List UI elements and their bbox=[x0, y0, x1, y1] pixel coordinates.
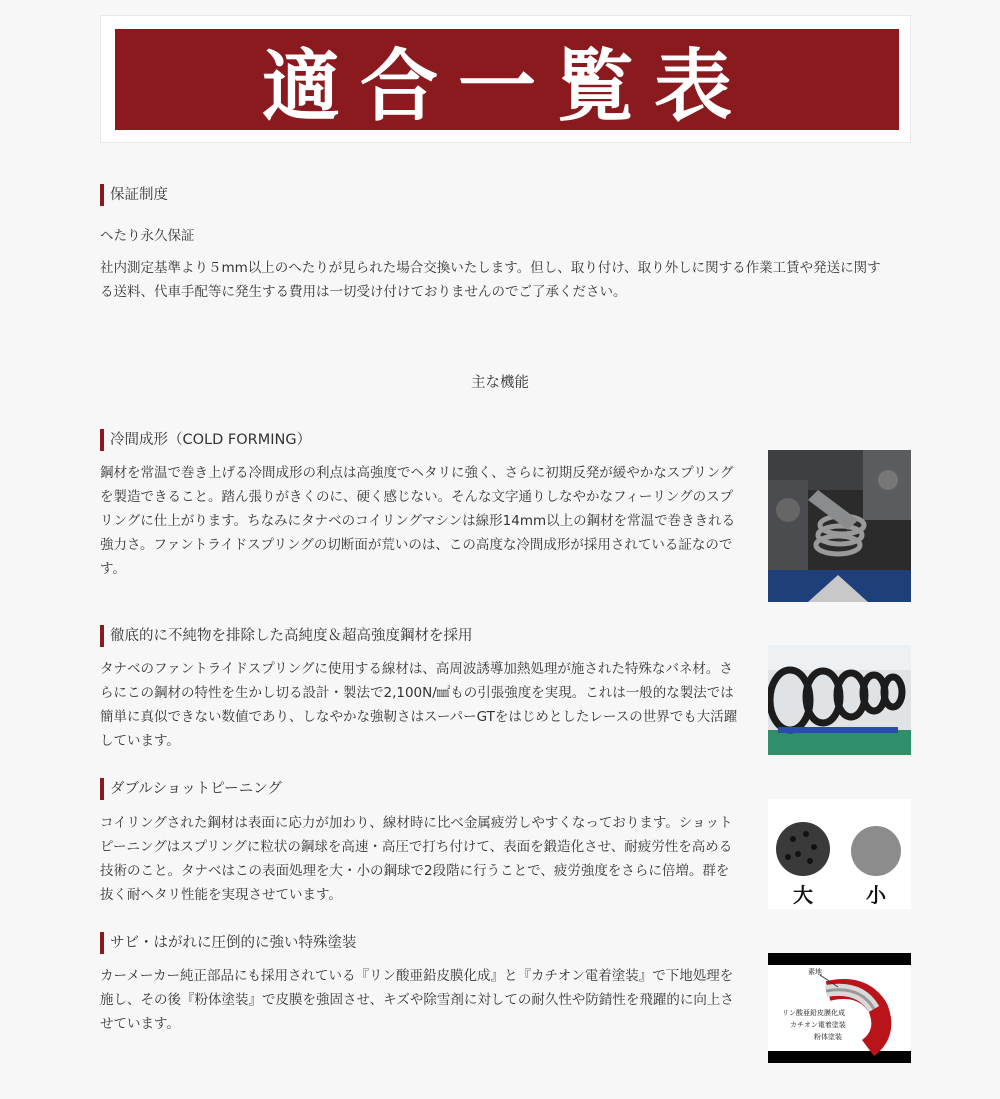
text-line: タナベのファントライドスプリングに使用する線材は、高周波誘導加熱処理が施された特殊なバネ材。さ bbox=[100, 661, 733, 677]
text-line: る送料、代車手配等に発生する費用は一切受け付けておりませんのでご了承ください。 bbox=[100, 284, 627, 300]
large-label: 大 bbox=[793, 883, 813, 907]
text-line: 強力さ。ファントライドスプリングの切断面が荒いのは、この高度な冷間成形が採用されている証なので bbox=[100, 537, 733, 553]
text-line: せています。 bbox=[100, 1016, 180, 1032]
warranty-heading: 保証制度 bbox=[100, 184, 168, 206]
text-line: しています。 bbox=[100, 733, 180, 749]
text-line: す。 bbox=[100, 561, 126, 577]
coating-layers-diagram bbox=[768, 953, 911, 1063]
base-label: 素地 bbox=[808, 968, 822, 976]
feature-heading-high-strength-steel: 徹底的に不純物を排除した高純度＆超高強度鋼材を採用 bbox=[100, 625, 473, 647]
text-line: 簡単に真似できない数値であり、しなやかな強靭さはスーパーGTをはじめとしたレースの世界でも大活躍 bbox=[100, 709, 738, 725]
feature-heading-double-shot-peening: ダブルショットピーニング bbox=[100, 778, 282, 800]
feature-text-high-strength-steel bbox=[100, 657, 737, 753]
coiling-machine-photo bbox=[768, 450, 911, 602]
layer1-label: リン酸亜鉛皮膜化成 bbox=[782, 1009, 845, 1017]
features-title: 主な機能 bbox=[471, 375, 529, 391]
layer3-label: 粉体塗装 bbox=[814, 1033, 842, 1041]
layer2-label: カチオン電着塗装 bbox=[790, 1021, 846, 1029]
text-line: 技術のこと。タナベはこの表面処理を大・小の鋼球で2段階に行うことで、疲労強度をさらに倍増。群を bbox=[100, 863, 730, 879]
text-line: 施し、その後『粉体塗装』で皮膜を強固させ、キズや除雪剤に対しての耐久性や防錆性を飛躍的に向上さ bbox=[100, 992, 734, 1008]
steel-wire-coils-photo bbox=[768, 645, 911, 755]
feature-text-special-coating bbox=[100, 964, 734, 1036]
warranty-text bbox=[100, 256, 881, 304]
shot-balls-photo bbox=[768, 799, 911, 909]
text-line: 社内測定基準より５mm以上のへたりが見られた場合交換いたします。但し、取り付け、取り外しに関する作業工賃や発送に関す bbox=[100, 260, 881, 276]
feature-text-cold-forming bbox=[100, 461, 735, 581]
text-line: 鋼材を常温で巻き上げる冷間成形の利点は高強度でヘタリに強く、さらに初期反発が緩やかなスプリング bbox=[100, 465, 734, 481]
text-line: ピーニングはスプリングに粒状の鋼球を高速・高圧で打ち付けて、表面を鍛造化させ、耐疲労性を高める bbox=[100, 839, 733, 855]
warranty-subheading: へたり永久保証 bbox=[100, 228, 195, 244]
feature-heading-special-coating: サビ・はがれに圧倒的に強い特殊塗装 bbox=[100, 932, 357, 954]
text-line: コイリングされた鋼材は表面に応力が加わり、線材時に比べ金属疲労しやすくなっております。ショット bbox=[100, 815, 733, 831]
small-label: 小 bbox=[866, 883, 886, 907]
page-title-banner: 適合一覧表 bbox=[115, 29, 899, 130]
text-line: 抜く耐ヘタリ性能を実現させています。 bbox=[100, 887, 342, 903]
feature-heading-cold-forming: 冷間成形（COLD FORMING） bbox=[100, 429, 311, 451]
text-line: カーメーカー純正部品にも採用されている『リン酸亜鉛皮膜化成』と『カチオン電着塗装』で下地処理を bbox=[100, 968, 734, 984]
feature-text-double-shot-peening bbox=[100, 811, 732, 907]
text-line: らにこの鋼材の特性を生かし切る設計・製法で2,100N/㎟もの引張強度を実現。これは一般的な製法では bbox=[100, 685, 734, 701]
banner-frame bbox=[100, 15, 911, 143]
text-line: を製造できること。踏ん張りがきくのに、硬く感じない。そんな文字通りしなやかなフィーリングのスプ bbox=[100, 489, 734, 505]
text-line: リングに仕上がります。ちなみにタナベのコイリングマシンは線形14mm以上の鋼材を常温で巻ききれる bbox=[100, 513, 736, 529]
